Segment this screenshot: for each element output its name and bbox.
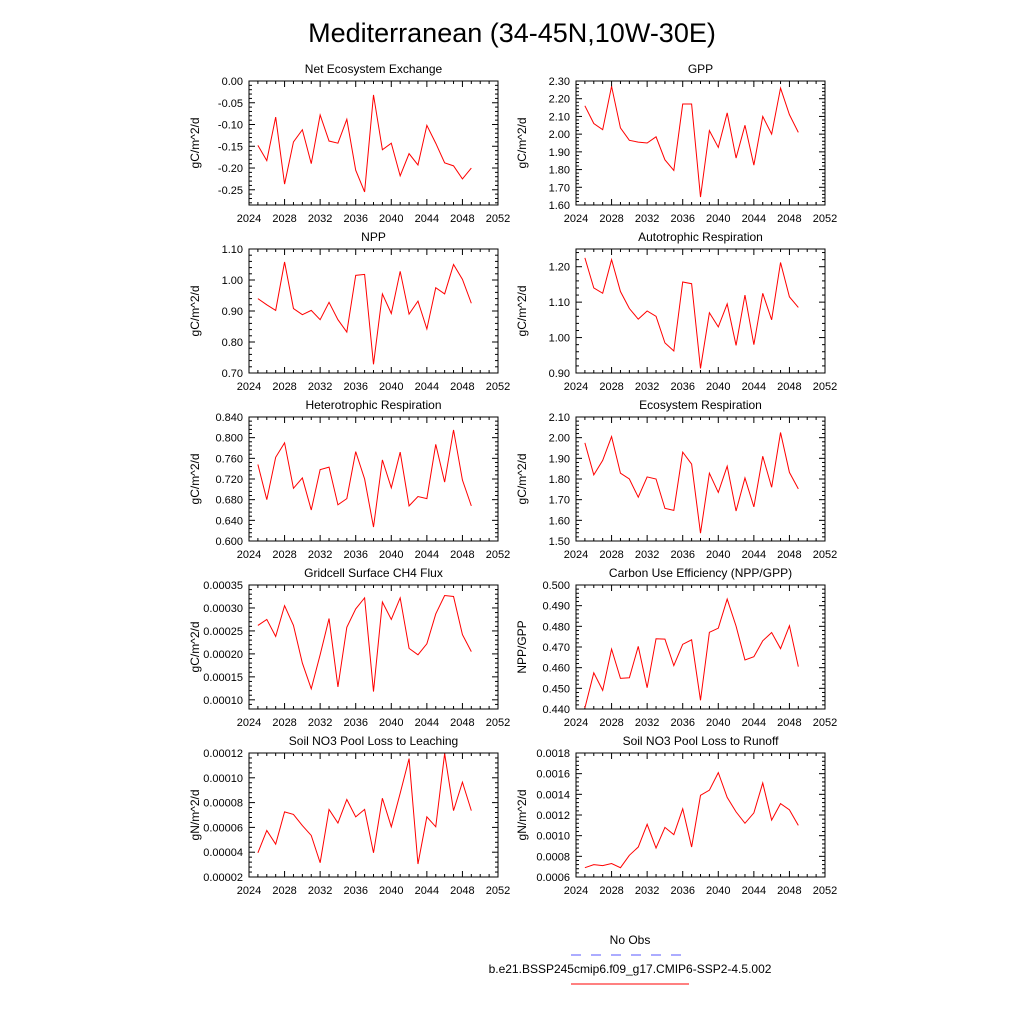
y-tick-label: 1.90 [548,146,570,159]
y-tick-label: 0.00002 [203,872,243,884]
y-tick-label: -0.15 [217,141,243,154]
x-tick-label: 2052 [812,381,838,393]
series-line [258,430,471,527]
y-axis-label: gC/m^2/d [188,621,202,673]
y-tick-label: 0.640 [215,515,243,528]
x-tick-label: 2028 [599,549,624,561]
chart-title: Carbon Use Efficiency (NPP/GPP) [608,566,793,580]
plot-frame [576,81,825,205]
x-tick-label: 2048 [450,717,475,729]
chart-title: Soil NO3 Pool Loss to Runoff [622,734,779,748]
y-tick-label: 0.00015 [203,671,243,684]
x-tick-label: 2048 [777,717,802,729]
y-tick-label: 0.00004 [203,847,243,860]
chart-panel [515,230,837,393]
series-line [585,433,798,534]
x-tick-label: 2040 [706,885,731,897]
series-line [585,599,798,708]
x-tick-label: 2040 [706,381,731,393]
chart-title: Net Ecosystem Exchange [304,62,443,76]
y-tick-label: 0.480 [542,621,570,634]
x-tick-label: 2028 [599,381,624,393]
y-tick-label: 0.00012 [203,748,243,760]
y-axis-label: NPP/GPP [515,620,529,674]
x-tick-label: 2048 [777,549,802,561]
y-tick-label: 1.70 [548,182,570,195]
x-tick-label: 2052 [485,885,511,897]
x-tick-label: 2036 [670,885,695,897]
x-tick-label: 2048 [450,549,475,561]
x-tick-label: 2024 [563,381,589,393]
y-axis-label: gC/m^2/d [188,453,202,505]
x-tick-label: 2028 [272,717,297,729]
x-tick-label: 2024 [563,549,589,561]
chart-title: Gridcell Surface CH4 Flux [304,566,443,580]
x-tick-label: 2044 [414,885,440,897]
y-tick-label: 0.90 [548,368,570,380]
x-tick-label: 2052 [812,885,838,897]
chart-title: Heterotrophic Respiration [305,398,442,412]
y-tick-label: 0.0016 [536,768,570,781]
x-tick-label: 2036 [343,549,368,561]
chart-panel [188,230,510,393]
x-tick-label: 2032 [307,717,333,729]
series-line [585,86,798,197]
y-tick-label: 0.00008 [203,797,243,810]
x-tick-label: 2032 [634,549,660,561]
y-tick-label: 0.80 [221,337,243,349]
x-tick-label: 2040 [379,885,404,897]
legend-obs-label: No Obs [609,933,651,947]
x-tick-label: 2040 [706,549,731,561]
panels-group [188,62,837,897]
y-tick-label: 0.0008 [536,851,570,864]
y-axis-label: gC/m^2/d [188,285,202,337]
legend [489,933,772,984]
y-axis-label: gC/m^2/d [515,453,529,505]
x-tick-label: 2040 [379,213,404,225]
x-tick-label: 2052 [485,717,511,729]
y-tick-label: 1.80 [548,164,570,177]
y-tick-label: 0.0018 [536,748,570,760]
chart-panel [188,734,510,897]
x-tick-label: 2044 [414,717,440,729]
x-tick-label: 2032 [307,381,333,393]
tick-marks [249,417,498,541]
x-tick-label: 2024 [236,885,262,897]
plot-frame [249,249,498,373]
y-axis-label: gC/m^2/d [188,117,202,169]
y-tick-label: 2.30 [548,76,570,88]
tick-marks [576,753,825,877]
y-tick-label: 0.90 [221,306,243,318]
x-tick-label: 2052 [812,213,838,225]
plot-frame [576,417,825,541]
y-tick-label: 1.90 [548,453,570,466]
y-tick-label: 0.760 [215,453,243,466]
y-axis-label: gC/m^2/d [515,285,529,337]
y-tick-label: -0.25 [217,184,243,197]
chart-panel [188,62,510,225]
x-tick-label: 2024 [236,381,262,393]
x-tick-label: 2040 [706,717,731,729]
y-tick-label: 0.0014 [536,789,570,802]
x-tick-label: 2036 [670,717,695,729]
plot-frame [576,753,825,877]
plot-frame [249,753,498,877]
y-tick-label: 0.840 [215,412,243,424]
y-tick-label: 0.470 [542,642,570,654]
x-tick-label: 2036 [670,213,695,225]
y-tick-label: 0.720 [215,474,243,486]
x-tick-label: 2036 [670,381,695,393]
y-tick-label: 1.60 [548,200,570,212]
x-tick-label: 2052 [485,549,511,561]
x-tick-label: 2024 [236,213,262,225]
y-tick-label: 0.800 [215,432,243,445]
x-tick-label: 2032 [634,213,660,225]
x-tick-label: 2024 [236,717,262,729]
plot-frame [576,585,825,709]
y-tick-label: 2.10 [548,412,570,424]
x-tick-label: 2052 [812,549,838,561]
chart-panel [515,566,837,729]
y-tick-label: 1.00 [221,275,243,287]
x-tick-label: 2048 [450,885,475,897]
chart-panel [515,62,837,225]
tick-marks [249,753,498,877]
series-line [258,754,471,864]
chart-title: NPP [361,230,386,244]
x-tick-label: 2040 [706,213,731,225]
series-line [585,258,798,369]
chart-panel [515,734,837,897]
y-tick-label: 0.70 [221,368,243,380]
y-tick-label: 1.10 [548,297,570,310]
y-tick-label: 0.0006 [536,872,570,884]
x-tick-label: 2024 [563,213,589,225]
x-tick-label: 2044 [741,549,767,561]
x-tick-label: 2036 [343,717,368,729]
tick-marks [576,585,825,709]
y-tick-label: 0.600 [215,536,243,548]
y-tick-label: -0.20 [217,163,243,176]
x-tick-label: 2032 [634,717,660,729]
x-tick-label: 2036 [670,549,695,561]
chart-panel [188,566,510,729]
x-tick-label: 2028 [272,381,297,393]
x-tick-label: 2036 [343,885,368,897]
x-tick-label: 2048 [450,213,475,225]
chart-title: Soil NO3 Pool Loss to Leaching [288,734,459,748]
plot-frame [249,417,498,541]
y-tick-label: 0.440 [542,704,570,716]
x-tick-label: 2048 [777,213,802,225]
x-tick-label: 2040 [379,381,404,393]
series-line [258,262,471,364]
y-tick-label: 1.20 [548,261,570,274]
y-tick-label: 0.00010 [203,772,243,785]
y-axis-label: gC/m^2/d [515,117,529,169]
y-tick-label: 1.00 [548,332,570,345]
x-tick-label: 2044 [414,549,440,561]
y-axis-label: gN/m^2/d [515,789,529,841]
y-tick-label: 0.490 [542,600,570,613]
x-tick-label: 2028 [272,213,297,225]
x-tick-label: 2032 [307,885,333,897]
y-tick-label: 0.00030 [203,602,243,615]
x-tick-label: 2024 [563,885,589,897]
x-tick-label: 2052 [485,213,511,225]
y-tick-label: 0.00010 [203,694,243,707]
tick-marks [576,81,825,205]
x-tick-label: 2036 [343,381,368,393]
figure-title: Mediterranean (34-45N,10W-30E) [308,18,716,48]
x-tick-label: 2036 [343,213,368,225]
y-tick-label: 1.10 [221,244,243,256]
y-tick-label: 1.80 [548,474,570,486]
y-tick-label: 2.10 [548,111,570,124]
y-tick-label: 2.00 [548,129,570,142]
x-tick-label: 2052 [812,717,838,729]
x-tick-label: 2040 [379,717,404,729]
series-line [585,773,798,868]
chart-panel [188,398,510,561]
tick-marks [576,417,825,541]
x-tick-label: 2028 [272,549,297,561]
x-tick-label: 2044 [741,381,767,393]
legend-model-label: b.e21.BSSP245cmip6.f09_g17.CMIP6-SSP2-4.5.002 [488,962,772,976]
x-tick-label: 2052 [485,381,511,393]
x-tick-label: 2048 [777,885,802,897]
series-line [258,596,471,692]
x-tick-label: 2028 [599,885,624,897]
y-tick-label: -0.10 [217,119,243,132]
x-tick-label: 2044 [741,213,767,225]
x-tick-label: 2028 [272,885,297,897]
y-axis-label: gN/m^2/d [188,789,202,841]
y-tick-label: 0.00 [221,76,243,88]
y-tick-label: 0.0010 [536,830,570,843]
y-tick-label: -0.05 [217,97,243,110]
chart-title: Autotrophic Respiration [638,230,763,244]
chart-panel [515,398,837,561]
y-tick-label: 2.00 [548,432,570,445]
y-tick-label: 2.20 [548,93,570,106]
x-tick-label: 2044 [741,885,767,897]
x-tick-label: 2024 [236,549,262,561]
x-tick-label: 2032 [634,885,660,897]
y-tick-label: 1.70 [548,494,570,507]
x-tick-label: 2040 [379,549,404,561]
y-tick-label: 0.00035 [203,580,243,592]
y-tick-label: 0.00025 [203,625,243,638]
y-tick-label: 1.50 [548,536,570,548]
x-tick-label: 2048 [450,381,475,393]
x-tick-label: 2044 [414,381,440,393]
chart-title: Ecosystem Respiration [639,398,762,412]
y-tick-label: 0.00006 [203,822,243,835]
y-tick-label: 0.00020 [203,648,243,661]
series-line [258,95,471,192]
x-tick-label: 2028 [599,213,624,225]
x-tick-label: 2032 [634,381,660,393]
x-tick-label: 2044 [414,213,440,225]
x-tick-label: 2048 [777,381,802,393]
y-tick-label: 0.450 [542,683,570,696]
x-tick-label: 2032 [307,549,333,561]
x-tick-label: 2024 [563,717,589,729]
y-tick-label: 0.0012 [536,810,570,822]
tick-marks [249,249,498,373]
x-tick-label: 2032 [307,213,333,225]
chart-title: GPP [687,62,714,76]
x-tick-label: 2044 [741,717,767,729]
y-tick-label: 0.680 [215,494,243,507]
x-tick-label: 2028 [599,717,624,729]
y-tick-label: 0.500 [542,580,570,592]
y-tick-label: 0.460 [542,662,570,675]
y-tick-label: 1.60 [548,515,570,528]
